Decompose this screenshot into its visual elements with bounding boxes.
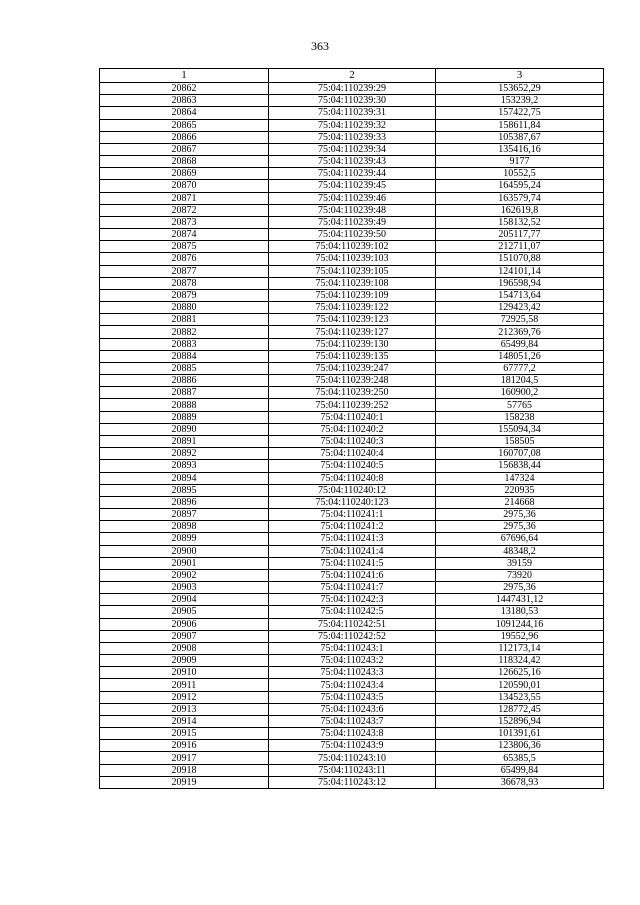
value-cell: 101391,61 (436, 728, 604, 740)
table-row (100, 618, 604, 630)
cadastral-number-cell: 75:04:110243:12 (269, 776, 436, 788)
cadastral-number-cell: 75:04:110240:12 (269, 484, 436, 496)
table-row (100, 277, 604, 289)
row-number-cell: 20881 (100, 314, 269, 326)
value-cell: 36678,93 (436, 776, 604, 788)
value-cell: 57765 (436, 399, 604, 411)
row-number-cell: 20903 (100, 582, 269, 594)
cadastral-number-cell: 75:04:110239:108 (269, 277, 436, 289)
value-cell: 124101,14 (436, 265, 604, 277)
value-cell: 135416,16 (436, 143, 604, 155)
cadastral-number-cell: 75:04:110240:4 (269, 448, 436, 460)
value-cell: 151070,88 (436, 253, 604, 265)
row-number-cell: 20882 (100, 326, 269, 338)
cadastral-number-cell: 75:04:110239:127 (269, 326, 436, 338)
table-row (100, 533, 604, 545)
cadastral-number-cell: 75:04:110242:52 (269, 630, 436, 642)
table-row (100, 216, 604, 228)
cadastral-number-cell: 75:04:110239:48 (269, 204, 436, 216)
row-number-cell: 20917 (100, 752, 269, 764)
table-row (100, 569, 604, 581)
row-number-cell: 20884 (100, 350, 269, 362)
column-header-1: 1 (100, 69, 269, 83)
cadastral-number-cell: 75:04:110240:3 (269, 435, 436, 447)
cadastral-number-cell: 75:04:110243:10 (269, 752, 436, 764)
cadastral-number-cell: 75:04:110243:9 (269, 740, 436, 752)
cadastral-number-cell: 75:04:110243:6 (269, 703, 436, 715)
cadastral-number-cell: 75:04:110243:7 (269, 715, 436, 727)
table-row (100, 338, 604, 350)
row-number-cell: 20864 (100, 107, 269, 119)
table-row (100, 204, 604, 216)
row-number-cell: 20886 (100, 375, 269, 387)
table-row (100, 496, 604, 508)
table-row (100, 594, 604, 606)
value-cell: 152896,94 (436, 715, 604, 727)
value-cell: 65499,84 (436, 338, 604, 350)
value-cell: 19552,96 (436, 630, 604, 642)
row-number-cell: 20913 (100, 703, 269, 715)
row-number-cell: 20900 (100, 545, 269, 557)
value-cell: 13180,53 (436, 606, 604, 618)
table-row (100, 740, 604, 752)
value-cell: 155094,34 (436, 423, 604, 435)
value-cell: 154713,64 (436, 289, 604, 301)
value-cell: 10552,5 (436, 168, 604, 180)
value-cell: 123806,36 (436, 740, 604, 752)
table-row (100, 375, 604, 387)
table-row (100, 764, 604, 776)
cadastral-number-cell: 75:04:110239:30 (269, 95, 436, 107)
cadastral-number-cell: 75:04:110239:102 (269, 241, 436, 253)
table-row (100, 107, 604, 119)
row-number-cell: 20872 (100, 204, 269, 216)
cadastral-number-cell: 75:04:110239:248 (269, 375, 436, 387)
cadastral-number-cell: 75:04:110240:2 (269, 423, 436, 435)
table-row (100, 557, 604, 569)
cadastral-number-cell: 75:04:110239:122 (269, 302, 436, 314)
value-cell: 39159 (436, 557, 604, 569)
table-row (100, 241, 604, 253)
table-row (100, 435, 604, 447)
table-row (100, 131, 604, 143)
cadastral-number-cell: 75:04:110239:103 (269, 253, 436, 265)
cadastral-number-cell: 75:04:110241:7 (269, 582, 436, 594)
value-cell: 65499,84 (436, 764, 604, 776)
cadastral-number-cell: 75:04:110240:5 (269, 460, 436, 472)
value-cell: 2975,36 (436, 521, 604, 533)
row-number-cell: 20902 (100, 569, 269, 581)
value-cell: 9177 (436, 156, 604, 168)
table-row (100, 119, 604, 131)
value-cell: 214668 (436, 496, 604, 508)
table-row (100, 253, 604, 265)
table-row (100, 655, 604, 667)
cadastral-number-cell: 75:04:110239:135 (269, 350, 436, 362)
cadastral-number-cell: 75:04:110243:1 (269, 642, 436, 654)
cadastral-number-cell: 75:04:110243:8 (269, 728, 436, 740)
row-number-cell: 20919 (100, 776, 269, 788)
table-row (100, 509, 604, 521)
cadastral-number-cell: 75:04:110241:3 (269, 533, 436, 545)
row-number-cell: 20909 (100, 655, 269, 667)
value-cell: 48348,2 (436, 545, 604, 557)
row-number-cell: 20893 (100, 460, 269, 472)
cadastral-number-cell: 75:04:110239:105 (269, 265, 436, 277)
row-number-cell: 20888 (100, 399, 269, 411)
cadastral-number-cell: 75:04:110240:8 (269, 472, 436, 484)
row-number-cell: 20883 (100, 338, 269, 350)
row-number-cell: 20891 (100, 435, 269, 447)
cadastral-number-cell: 75:04:110239:31 (269, 107, 436, 119)
value-cell: 105387,67 (436, 131, 604, 143)
value-cell: 134523,55 (436, 691, 604, 703)
row-number-cell: 20908 (100, 642, 269, 654)
table-row (100, 630, 604, 642)
value-cell: 212711,07 (436, 241, 604, 253)
table-row (100, 472, 604, 484)
row-number-cell: 20906 (100, 618, 269, 630)
table-row (100, 423, 604, 435)
row-number-cell: 20874 (100, 229, 269, 241)
row-number-cell: 20865 (100, 119, 269, 131)
row-number-cell: 20867 (100, 143, 269, 155)
cadastral-number-cell: 75:04:110239:123 (269, 314, 436, 326)
cadastral-number-cell: 75:04:110239:247 (269, 362, 436, 374)
table-row (100, 289, 604, 301)
page-number: 363 (311, 39, 329, 53)
value-cell: 129423,42 (436, 302, 604, 314)
row-number-cell: 20890 (100, 423, 269, 435)
value-cell: 73920 (436, 569, 604, 581)
cadastral-number-cell: 75:04:110239:44 (269, 168, 436, 180)
table-row (100, 180, 604, 192)
cadastral-number-cell: 75:04:110241:1 (269, 509, 436, 521)
cadastral-number-cell: 75:04:110239:109 (269, 289, 436, 301)
row-number-cell: 20911 (100, 679, 269, 691)
cadastral-number-cell: 75:04:110241:2 (269, 521, 436, 533)
table-row (100, 387, 604, 399)
table-row (100, 302, 604, 314)
table-row (100, 265, 604, 277)
table-header (100, 69, 604, 83)
cadastral-number-cell: 75:04:110242:3 (269, 594, 436, 606)
value-cell: 163579,74 (436, 192, 604, 204)
table-row (100, 667, 604, 679)
cadastral-number-cell: 75:04:110239:250 (269, 387, 436, 399)
value-cell: 126625,16 (436, 667, 604, 679)
cadastral-number-cell: 75:04:110241:4 (269, 545, 436, 557)
table-row (100, 776, 604, 788)
value-cell: 65385,5 (436, 752, 604, 764)
value-cell: 181204,5 (436, 375, 604, 387)
value-cell: 2975,36 (436, 509, 604, 521)
value-cell: 120590,01 (436, 679, 604, 691)
value-cell: 153652,29 (436, 83, 604, 95)
table-row (100, 691, 604, 703)
value-cell: 162619,8 (436, 204, 604, 216)
row-number-cell: 20896 (100, 496, 269, 508)
cadastral-number-cell: 75:04:110239:43 (269, 156, 436, 168)
cadastral-number-cell: 75:04:110243:11 (269, 764, 436, 776)
table-row (100, 326, 604, 338)
table-row (100, 314, 604, 326)
value-cell: 212369,76 (436, 326, 604, 338)
table-row (100, 192, 604, 204)
table-row (100, 460, 604, 472)
value-cell: 148051,26 (436, 350, 604, 362)
row-number-cell: 20915 (100, 728, 269, 740)
row-number-cell: 20876 (100, 253, 269, 265)
row-number-cell: 20868 (100, 156, 269, 168)
row-number-cell: 20914 (100, 715, 269, 727)
table-row (100, 642, 604, 654)
table-row (100, 703, 604, 715)
table-row (100, 95, 604, 107)
cadastral-number-cell: 75:04:110239:32 (269, 119, 436, 131)
cadastral-number-cell: 75:04:110243:5 (269, 691, 436, 703)
table-row (100, 156, 604, 168)
data-table (99, 68, 604, 789)
table-row (100, 350, 604, 362)
table-row (100, 484, 604, 496)
table-row (100, 411, 604, 423)
row-number-cell: 20916 (100, 740, 269, 752)
value-cell: 118324,42 (436, 655, 604, 667)
cadastral-number-cell: 75:04:110239:46 (269, 192, 436, 204)
row-number-cell: 20892 (100, 448, 269, 460)
table-row (100, 448, 604, 460)
cadastral-number-cell: 75:04:110241:5 (269, 557, 436, 569)
value-cell: 1447431,12 (436, 594, 604, 606)
row-number-cell: 20877 (100, 265, 269, 277)
cadastral-number-cell: 75:04:110239:130 (269, 338, 436, 350)
cadastral-number-cell: 75:04:110243:3 (269, 667, 436, 679)
table-row (100, 83, 604, 95)
value-cell: 158238 (436, 411, 604, 423)
table-row (100, 143, 604, 155)
row-number-cell: 20863 (100, 95, 269, 107)
row-number-cell: 20898 (100, 521, 269, 533)
column-header-3: 3 (436, 69, 604, 83)
cadastral-number-cell: 75:04:110242:51 (269, 618, 436, 630)
value-cell: 160900,2 (436, 387, 604, 399)
row-number-cell: 20912 (100, 691, 269, 703)
value-cell: 196598,94 (436, 277, 604, 289)
value-cell: 72925,58 (436, 314, 604, 326)
value-cell: 157422,75 (436, 107, 604, 119)
cadastral-number-cell: 75:04:110239:33 (269, 131, 436, 143)
row-number-cell: 20907 (100, 630, 269, 642)
table-row (100, 399, 604, 411)
value-cell: 220935 (436, 484, 604, 496)
cadastral-number-cell: 75:04:110242:5 (269, 606, 436, 618)
table-row (100, 362, 604, 374)
row-number-cell: 20866 (100, 131, 269, 143)
value-cell: 1091244,16 (436, 618, 604, 630)
cadastral-number-cell: 75:04:110243:4 (269, 679, 436, 691)
cadastral-number-cell: 75:04:110239:50 (269, 229, 436, 241)
cadastral-number-cell: 75:04:110239:45 (269, 180, 436, 192)
table-row (100, 728, 604, 740)
table-body (100, 83, 604, 789)
row-number-cell: 20862 (100, 83, 269, 95)
row-number-cell: 20885 (100, 362, 269, 374)
value-cell: 67696,64 (436, 533, 604, 545)
value-cell: 128772,45 (436, 703, 604, 715)
row-number-cell: 20869 (100, 168, 269, 180)
value-cell: 67777,2 (436, 362, 604, 374)
row-number-cell: 20889 (100, 411, 269, 423)
row-number-cell: 20918 (100, 764, 269, 776)
table-row (100, 715, 604, 727)
cadastral-number-cell: 75:04:110239:29 (269, 83, 436, 95)
row-number-cell: 20887 (100, 387, 269, 399)
value-cell: 158132,52 (436, 216, 604, 228)
value-cell: 164595,24 (436, 180, 604, 192)
table-row (100, 679, 604, 691)
value-cell: 112173,14 (436, 642, 604, 654)
row-number-cell: 20894 (100, 472, 269, 484)
value-cell: 158611,84 (436, 119, 604, 131)
cadastral-number-cell: 75:04:110240:1 (269, 411, 436, 423)
value-cell: 205117,77 (436, 229, 604, 241)
row-number-cell: 20871 (100, 192, 269, 204)
table-row (100, 606, 604, 618)
row-number-cell: 20873 (100, 216, 269, 228)
cadastral-number-cell: 75:04:110239:49 (269, 216, 436, 228)
table-row (100, 229, 604, 241)
row-number-cell: 20870 (100, 180, 269, 192)
column-header-2: 2 (269, 69, 436, 83)
value-cell: 2975,36 (436, 582, 604, 594)
cadastral-number-cell: 75:04:110239:34 (269, 143, 436, 155)
header-row (100, 69, 604, 83)
table-row (100, 582, 604, 594)
value-cell: 158505 (436, 435, 604, 447)
row-number-cell: 20905 (100, 606, 269, 618)
cadastral-number-cell: 75:04:110243:2 (269, 655, 436, 667)
cadastral-number-cell: 75:04:110240:123 (269, 496, 436, 508)
row-number-cell: 20895 (100, 484, 269, 496)
row-number-cell: 20878 (100, 277, 269, 289)
value-cell: 153239,2 (436, 95, 604, 107)
value-cell: 160707,08 (436, 448, 604, 460)
row-number-cell: 20910 (100, 667, 269, 679)
row-number-cell: 20897 (100, 509, 269, 521)
cadastral-number-cell: 75:04:110239:252 (269, 399, 436, 411)
value-cell: 147324 (436, 472, 604, 484)
row-number-cell: 20880 (100, 302, 269, 314)
table-row (100, 521, 604, 533)
table-row (100, 752, 604, 764)
cadastral-number-cell: 75:04:110241:6 (269, 569, 436, 581)
row-number-cell: 20904 (100, 594, 269, 606)
value-cell: 156838,44 (436, 460, 604, 472)
table-row (100, 168, 604, 180)
row-number-cell: 20901 (100, 557, 269, 569)
row-number-cell: 20875 (100, 241, 269, 253)
row-number-cell: 20879 (100, 289, 269, 301)
row-number-cell: 20899 (100, 533, 269, 545)
table-row (100, 545, 604, 557)
